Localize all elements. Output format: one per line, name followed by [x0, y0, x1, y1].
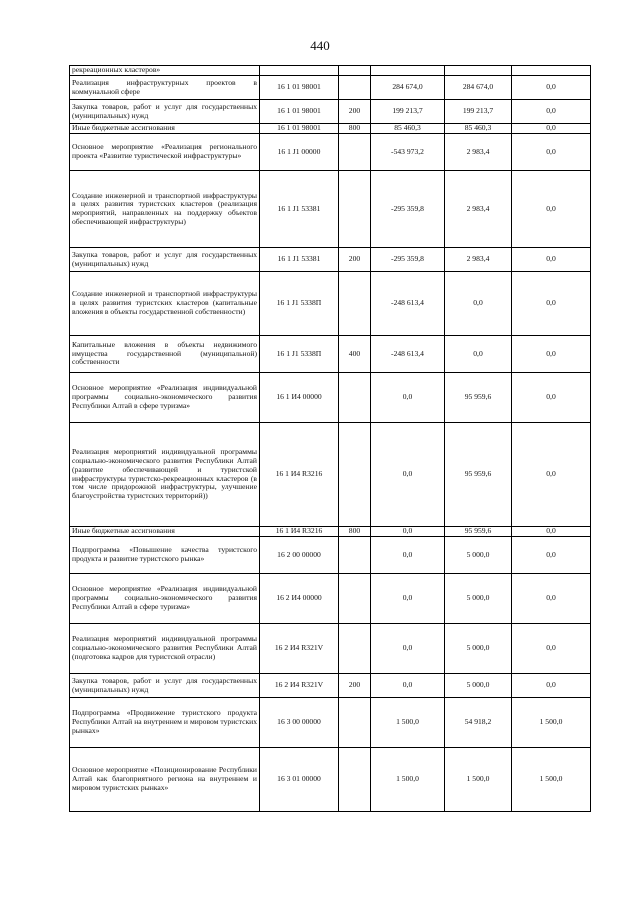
row-expense-type-cell: 200 [339, 248, 371, 272]
row-code-cell: 16 1 01 98001 [260, 100, 339, 124]
row-amount-1-cell: -295 359,8 [371, 248, 445, 272]
row-code-cell: 16 3 01 00000 [260, 748, 339, 812]
row-expense-type-cell [339, 373, 371, 423]
row-amount-3-cell: 0,0 [512, 134, 591, 171]
table-row [70, 527, 591, 537]
row-code-cell: 16 1 И4 R3216 [260, 527, 339, 537]
row-amount-2-cell: 2 983,4 [445, 134, 512, 171]
table-row [70, 171, 591, 248]
row-amount-3-cell: 0,0 [512, 674, 591, 698]
row-expense-type-cell [339, 134, 371, 171]
row-code-cell: 16 1 J1 00000 [260, 134, 339, 171]
row-expense-type-cell [339, 748, 371, 812]
table-row [70, 698, 591, 748]
row-code-cell: 16 2 И4 R321V [260, 674, 339, 698]
row-amount-2-cell: 199 213,7 [445, 100, 512, 124]
row-amount-3-cell: 0,0 [512, 537, 591, 574]
table-row [70, 748, 591, 812]
row-amount-2-cell: 1 500,0 [445, 748, 512, 812]
row-expense-type-cell [339, 272, 371, 336]
table-row [70, 100, 591, 124]
row-amount-1-cell: 199 213,7 [371, 100, 445, 124]
row-amount-3-cell [512, 66, 591, 76]
row-expense-type-cell [339, 171, 371, 248]
row-expense-type-cell [339, 423, 371, 527]
row-name-cell: Реализация инфраструктурных проектов в коммунальной сфере [70, 76, 260, 100]
row-amount-1-cell: 1 500,0 [371, 748, 445, 812]
row-code-cell: 16 2 00 00000 [260, 537, 339, 574]
row-amount-2-cell: 5 000,0 [445, 624, 512, 674]
row-expense-type-cell: 800 [339, 527, 371, 537]
row-amount-1-cell: -248 613,4 [371, 272, 445, 336]
row-name-cell: Подпрограмма «Повышение качества туристского продукта и развитие туристского рынка» [70, 537, 260, 574]
row-amount-3-cell: 0,0 [512, 272, 591, 336]
row-amount-3-cell: 0,0 [512, 248, 591, 272]
table-row [70, 624, 591, 674]
budget-table [69, 65, 591, 812]
row-expense-type-cell [339, 698, 371, 748]
row-expense-type-cell [339, 624, 371, 674]
row-amount-3-cell: 0,0 [512, 336, 591, 373]
row-code-cell: 16 1 И4 00000 [260, 373, 339, 423]
table-row [70, 336, 591, 373]
row-amount-2-cell: 0,0 [445, 336, 512, 373]
row-amount-2-cell: 85 460,3 [445, 124, 512, 134]
row-amount-3-cell: 0,0 [512, 124, 591, 134]
row-amount-2-cell: 95 959,6 [445, 527, 512, 537]
row-code-cell: 16 2 И4 00000 [260, 574, 339, 624]
row-code-cell: 16 3 00 00000 [260, 698, 339, 748]
row-amount-1-cell: -248 613,4 [371, 336, 445, 373]
row-expense-type-cell [339, 537, 371, 574]
row-amount-2-cell: 0,0 [445, 272, 512, 336]
row-amount-2-cell: 5 000,0 [445, 574, 512, 624]
row-name-cell: Создание инженерной и транспортной инфраструктуры в целях развития туристских кластеров (капитальные вложения в объекты государственной собственности) [70, 272, 260, 336]
row-expense-type-cell: 200 [339, 674, 371, 698]
row-amount-3-cell: 0,0 [512, 373, 591, 423]
row-amount-2-cell [445, 66, 512, 76]
row-code-cell: 16 1 J1 5338П [260, 272, 339, 336]
row-name-cell: Основное мероприятие «Реализация индивидуальной программы социально-экономического развития Республики Алтай в сфере туризма» [70, 574, 260, 624]
row-amount-1-cell: 0,0 [371, 423, 445, 527]
row-amount-1-cell: 0,0 [371, 674, 445, 698]
row-amount-1-cell: 284 674,0 [371, 76, 445, 100]
row-amount-1-cell: 0,0 [371, 574, 445, 624]
row-code-cell: 16 1 01 98001 [260, 124, 339, 134]
row-expense-type-cell: 800 [339, 124, 371, 134]
row-amount-2-cell: 5 000,0 [445, 537, 512, 574]
row-amount-2-cell: 54 918,2 [445, 698, 512, 748]
row-name-cell: Закупка товаров, работ и услуг для государственных (муниципальных) нужд [70, 674, 260, 698]
row-name-cell: Подпрограмма «Продвижение туристского продукта Республики Алтай на внутреннем и мировом туристских рынках» [70, 698, 260, 748]
row-amount-2-cell: 284 674,0 [445, 76, 512, 100]
row-name-cell: рекреационных кластеров» [70, 66, 260, 76]
row-expense-type-cell [339, 574, 371, 624]
row-amount-2-cell: 2 983,4 [445, 171, 512, 248]
row-name-cell: Иные бюджетные ассигнования [70, 124, 260, 134]
table-row [70, 423, 591, 527]
row-amount-1-cell: -543 973,2 [371, 134, 445, 171]
table-row [70, 248, 591, 272]
row-amount-3-cell: 0,0 [512, 76, 591, 100]
row-name-cell: Иные бюджетные ассигнования [70, 527, 260, 537]
table-row [70, 373, 591, 423]
row-amount-1-cell [371, 66, 445, 76]
row-name-cell: Основное мероприятие «Реализация индивидуальной программы социально-экономического развития Республики Алтай в сфере туризма» [70, 373, 260, 423]
budget-table-body [70, 66, 591, 812]
table-row [70, 574, 591, 624]
row-code-cell: 16 1 01 98001 [260, 76, 339, 100]
row-amount-1-cell: 0,0 [371, 373, 445, 423]
row-name-cell: Капитальные вложения в объекты недвижимого имущества государственной (муниципальной) собственности [70, 336, 260, 373]
row-amount-3-cell: 1 500,0 [512, 748, 591, 812]
row-amount-1-cell: 85 460,3 [371, 124, 445, 134]
row-code-cell: 16 2 И4 R321V [260, 624, 339, 674]
row-amount-3-cell: 0,0 [512, 171, 591, 248]
table-row [70, 537, 591, 574]
table-row [70, 272, 591, 336]
row-amount-1-cell: -295 359,8 [371, 171, 445, 248]
row-expense-type-cell: 200 [339, 100, 371, 124]
row-code-cell: 16 1 J1 5338П [260, 336, 339, 373]
row-amount-1-cell: 0,0 [371, 527, 445, 537]
table-row [70, 66, 591, 76]
row-amount-2-cell: 95 959,6 [445, 373, 512, 423]
row-amount-2-cell: 95 959,6 [445, 423, 512, 527]
row-amount-3-cell: 1 500,0 [512, 698, 591, 748]
table-row [70, 76, 591, 100]
table-row [70, 674, 591, 698]
row-expense-type-cell: 400 [339, 336, 371, 373]
row-expense-type-cell [339, 66, 371, 76]
row-name-cell: Основное мероприятие «Позиционирование Республики Алтай как благоприятного региона на внутреннем и мировом туристских рынках» [70, 748, 260, 812]
row-code-cell: 16 1 J1 53381 [260, 248, 339, 272]
row-name-cell: Реализация мероприятий индивидуальной программы социально-экономического развития Республики Алтай (развитие обеспечивающей и туристской инфраструктуры туристско-рекреационных кластеров (в том числе придорожной инфраструктуры, улучшение благоустройства туристских территорий)) [70, 423, 260, 527]
row-name-cell: Создание инженерной и транспортной инфраструктуры в целях развития туристских кластеров (реализация мероприятий, направленных на поддержку объектов обеспечивающей инфраструктуры) [70, 171, 260, 248]
row-expense-type-cell [339, 76, 371, 100]
table-row [70, 124, 591, 134]
row-code-cell: 16 1 И4 R3216 [260, 423, 339, 527]
page-number: 440 [310, 38, 330, 53]
row-name-cell: Закупка товаров, работ и услуг для государственных (муниципальных) нужд [70, 100, 260, 124]
row-code-cell: 16 1 J1 53381 [260, 171, 339, 248]
row-amount-3-cell: 0,0 [512, 100, 591, 124]
row-amount-1-cell: 1 500,0 [371, 698, 445, 748]
row-amount-2-cell: 5 000,0 [445, 674, 512, 698]
row-name-cell: Основное мероприятие «Реализация регионального проекта «Развитие туристической инфраструктуры» [70, 134, 260, 171]
row-code-cell [260, 66, 339, 76]
row-amount-3-cell: 0,0 [512, 527, 591, 537]
row-amount-3-cell: 0,0 [512, 574, 591, 624]
row-amount-3-cell: 0,0 [512, 624, 591, 674]
row-amount-1-cell: 0,0 [371, 624, 445, 674]
row-amount-1-cell: 0,0 [371, 537, 445, 574]
row-amount-2-cell: 2 983,4 [445, 248, 512, 272]
row-name-cell: Закупка товаров, работ и услуг для государственных (муниципальных) нужд [70, 248, 260, 272]
row-name-cell: Реализация мероприятий индивидуальной программы социально-экономического развития Республики Алтай (подготовка кадров для туристской отрасли) [70, 624, 260, 674]
row-amount-3-cell: 0,0 [512, 423, 591, 527]
table-row [70, 134, 591, 171]
